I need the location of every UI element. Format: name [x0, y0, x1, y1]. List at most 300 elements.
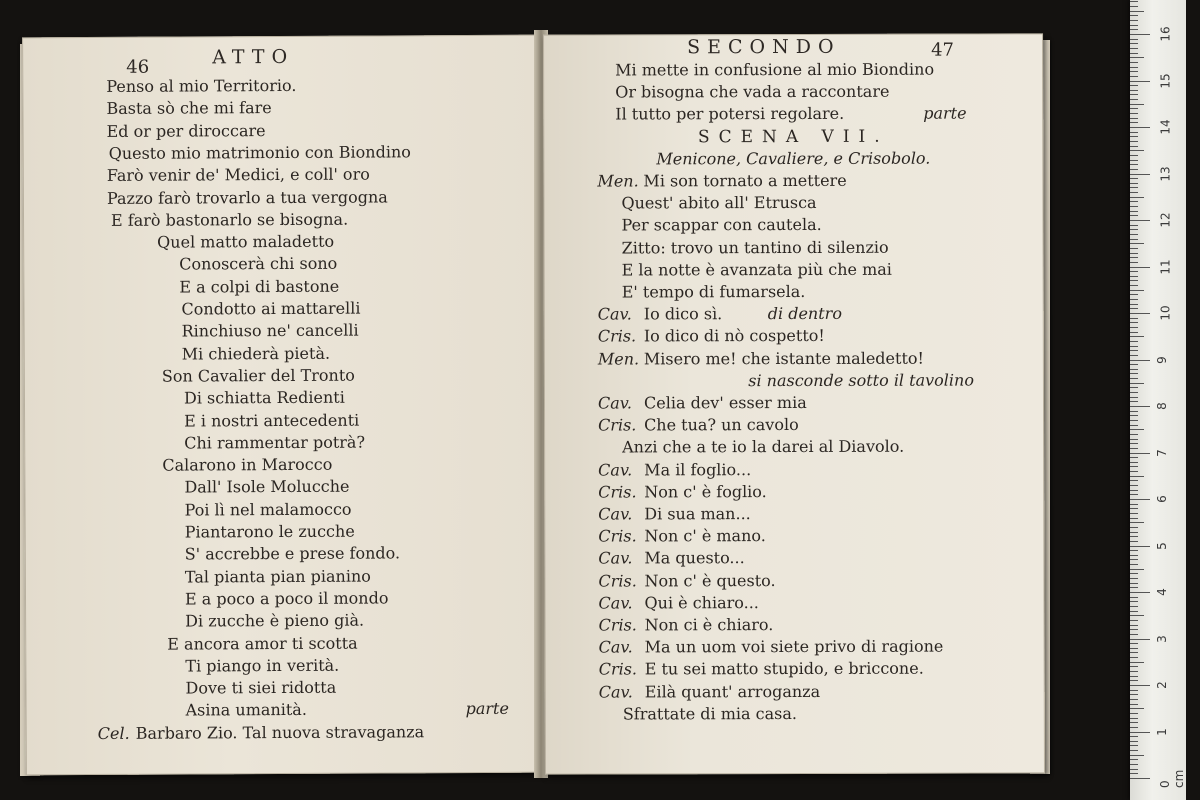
- verse-text: Pazzo farò trovarlo a tua vergogna: [106, 186, 388, 208]
- ruler-tick: [1130, 43, 1138, 44]
- ruler-tick: [1130, 1, 1138, 2]
- verse-text: Non c' è questo.: [644, 570, 776, 590]
- ruler-number: 1: [1154, 727, 1169, 736]
- ruler-tick: [1130, 197, 1144, 198]
- ruler-tick: [1130, 332, 1138, 333]
- ruler-tick: [1130, 225, 1138, 226]
- ruler-tick: [1130, 443, 1138, 444]
- ruler-tick: [1130, 546, 1150, 547]
- scene-heading: SCENA VII.: [697, 126, 889, 147]
- ruler-tick: [1130, 406, 1150, 407]
- verse-text: Celia dev' esser mia: [643, 392, 807, 413]
- ruler-tick: [1130, 81, 1150, 82]
- verse-text: Dove ti siei ridotta: [185, 677, 337, 698]
- text-line: [598, 504, 751, 524]
- text-line: [597, 304, 842, 324]
- ruler-tick: [1130, 690, 1138, 691]
- ruler-tick: [1130, 620, 1138, 621]
- ruler-tick: [1130, 127, 1150, 128]
- verse-text: Ti piango in verità.: [185, 655, 340, 676]
- ruler-tick: [1130, 29, 1138, 30]
- text-line: [185, 588, 389, 609]
- ruler-tick: [1130, 85, 1138, 86]
- text-line: [185, 566, 371, 587]
- ruler-number: 4: [1154, 588, 1169, 596]
- ruler-tick: [1130, 94, 1138, 95]
- text-line: [185, 611, 364, 632]
- ruler-tick: [1130, 6, 1138, 7]
- ruler-tick: [1130, 201, 1138, 202]
- ruler-tick: [1130, 15, 1138, 16]
- text-line: [615, 82, 889, 103]
- ruler-tick: [1130, 722, 1138, 723]
- text-line: [184, 410, 359, 431]
- text-line: [598, 571, 775, 591]
- text-line: [185, 699, 509, 721]
- ruler-number: 6: [1154, 495, 1169, 503]
- ruler-tick: [1130, 439, 1138, 440]
- ruler-tick: [1130, 25, 1138, 26]
- text-line: [184, 388, 345, 409]
- verse-text: Non c' è foglio.: [644, 481, 767, 502]
- ruler-tick: [1130, 387, 1138, 388]
- verse-text: Di zucche è pieno già.: [185, 610, 365, 631]
- ruler-tick: [1130, 229, 1138, 230]
- verse-text: Ma il foglio...: [644, 459, 752, 479]
- verse-text: Questo mio matrimonio con Biondino: [108, 142, 411, 163]
- ruler-tick: [1130, 671, 1138, 672]
- verse-text: E la notte è avanzata più che mai: [621, 259, 892, 280]
- ruler-tick: [1130, 480, 1138, 481]
- verse-text: Non ci è chiaro.: [644, 615, 774, 635]
- ruler-tick: [1130, 257, 1138, 258]
- ruler-tick: [1130, 666, 1138, 667]
- verse-text: E a colpi di bastone: [179, 276, 340, 297]
- verse-text: Tal pianta pian pianino: [184, 566, 371, 587]
- verse-text: Rinchiuso ne' cancelli: [181, 320, 359, 341]
- speaker-label: Cris.: [597, 326, 637, 346]
- ruler-tick: [1130, 466, 1138, 467]
- text-line: [615, 60, 934, 81]
- measuring-ruler: [1130, 0, 1186, 800]
- text-line: [184, 432, 365, 453]
- ruler-tick: [1130, 243, 1144, 244]
- ruler-tick: [1130, 285, 1138, 286]
- right-page: [543, 33, 1045, 774]
- speaker-label: Cris.: [598, 571, 637, 591]
- text-line: [109, 142, 411, 164]
- ruler-tick: [1130, 187, 1138, 188]
- ruler-tick: [1130, 550, 1138, 551]
- ruler-tick: [1130, 727, 1138, 728]
- ruler-tick: [1130, 355, 1138, 356]
- ruler-tick: [1130, 397, 1138, 398]
- ruler-tick: [1130, 336, 1144, 337]
- verse-text: Asina umanità.: [185, 700, 307, 720]
- verse-text: Chi rammentar potrà?: [184, 432, 366, 453]
- ruler-tick: [1130, 601, 1138, 602]
- speaker-label: Cel.: [97, 723, 130, 743]
- text-line: [185, 678, 336, 699]
- ruler-tick: [1130, 532, 1138, 533]
- verse-text: Quel matto maladetto: [157, 231, 335, 252]
- ruler-tick: [1130, 108, 1138, 109]
- ruler-number: 2: [1154, 681, 1169, 689]
- verse-text: Io dico di nò cospetto!: [643, 326, 825, 346]
- ruler-tick: [1130, 499, 1150, 500]
- ruler-tick: [1130, 160, 1138, 161]
- ruler-tick: [1130, 304, 1138, 305]
- verse-text: Barbaro Zio. Tal nuova stravaganza: [135, 721, 425, 743]
- verse-text: Per scappar con cautela.: [621, 215, 822, 235]
- verse-text: Ed or per diroccare: [106, 120, 266, 141]
- left-page: [22, 35, 542, 776]
- text-line: [111, 209, 348, 230]
- text-line: [615, 103, 967, 125]
- verse-text: Non c' è mano.: [644, 526, 766, 546]
- text-line: [622, 215, 822, 236]
- verse-text: Di sua man...: [644, 504, 751, 524]
- ruler-tick: [1130, 276, 1138, 277]
- stage-direction: si nasconde sotto il tavolino: [748, 370, 974, 390]
- ruler-tick: [1130, 155, 1138, 156]
- verse-text: E tu sei matto stupido, e briccone.: [644, 659, 924, 679]
- ruler-tick: [1130, 118, 1138, 119]
- ruler-tick: [1130, 527, 1138, 528]
- ruler-tick: [1130, 457, 1138, 458]
- ruler-number: 9: [1154, 355, 1169, 364]
- speaker-label: Cav.: [598, 682, 633, 702]
- speaker-label: Cris.: [598, 415, 637, 435]
- ruler-tick: [1130, 71, 1138, 72]
- ruler-tick: [1130, 759, 1138, 760]
- ruler-tick: [1130, 48, 1138, 49]
- ruler-tick: [1130, 350, 1138, 351]
- speaker-label: Cav.: [598, 637, 633, 657]
- verse-text: Or bisogna che vada a raccontare: [615, 81, 890, 102]
- text-line: [182, 321, 359, 342]
- ruler-tick: [1130, 662, 1144, 663]
- text-line: [98, 722, 424, 744]
- ruler-tick: [1130, 699, 1138, 700]
- page-number: 46: [126, 56, 150, 78]
- speaker-label: Cav.: [598, 504, 633, 524]
- ruler-tick: [1130, 415, 1138, 416]
- ruler-tick: [1130, 736, 1138, 737]
- ruler-tick: [1130, 569, 1144, 570]
- text-line: [598, 326, 825, 347]
- text-line: [598, 549, 744, 569]
- ruler-tick: [1130, 541, 1138, 542]
- ruler-tick: [1130, 113, 1138, 114]
- verse-text: Qui è chiaro...: [644, 592, 759, 613]
- speaker-label: Cav.: [598, 460, 633, 480]
- verse-text: Che tua? un cavolo: [644, 415, 799, 435]
- text-line: [599, 637, 944, 658]
- stage-direction: parte: [465, 699, 509, 719]
- ruler-tick: [1130, 364, 1138, 365]
- ruler-tick: [1130, 401, 1138, 402]
- ruler-tick: [1130, 67, 1138, 68]
- ruler-tick: [1130, 174, 1150, 175]
- verse-text: Mi son tornato a mettere: [643, 170, 847, 191]
- ruler-tick: [1130, 178, 1138, 179]
- ruler-tick: [1130, 583, 1138, 584]
- speaker-label: Cav.: [597, 304, 632, 324]
- stage-direction: di dentro: [767, 304, 842, 324]
- page-number: 47: [931, 39, 955, 61]
- ruler-tick: [1130, 122, 1138, 123]
- ruler-tick: [1130, 308, 1138, 309]
- ruler-tick: [1130, 448, 1138, 449]
- text-line: [598, 415, 799, 436]
- ruler-tick: [1130, 606, 1138, 607]
- verse-text: Piantarono le zucche: [184, 521, 355, 542]
- ruler-tick: [1130, 453, 1150, 454]
- ruler-tick: [1130, 220, 1150, 221]
- ruler-tick: [1130, 318, 1138, 319]
- ruler-tick: [1130, 234, 1138, 235]
- ruler-tick: [1130, 62, 1138, 63]
- text-line: [179, 276, 339, 297]
- ruler-tick: [1130, 462, 1138, 463]
- text-line: [182, 343, 330, 364]
- ruler-number: 7: [1154, 448, 1169, 457]
- verse-text: Sfrattate di mia casa.: [622, 703, 797, 724]
- ruler-tick: [1130, 146, 1138, 147]
- speaker-label: Cris.: [598, 482, 637, 502]
- text-line: [184, 499, 351, 520]
- ruler-tick: [1130, 778, 1150, 779]
- ruler-number: 8: [1154, 402, 1169, 410]
- ruler-tick: [1130, 476, 1144, 477]
- verse-text: S' accrebbe e prese fondo.: [184, 543, 401, 564]
- ruler-tick: [1130, 99, 1138, 100]
- ruler-tick: [1130, 271, 1138, 272]
- text-line: [185, 522, 355, 543]
- ruler-tick: [1130, 634, 1138, 635]
- speaker-label: Cav.: [598, 548, 633, 568]
- verse-text: Ma un uom voi siete privo di ragione: [644, 636, 944, 657]
- ruler-tick: [1130, 597, 1138, 598]
- ruler-tick: [1130, 420, 1138, 421]
- ruler-tick: [1130, 211, 1138, 212]
- ruler-tick: [1130, 639, 1150, 640]
- text-line: [106, 98, 271, 119]
- ruler-tick: [1130, 150, 1144, 151]
- speaker-label: Men.: [597, 171, 639, 191]
- ruler-tick: [1130, 559, 1138, 560]
- text-line: [597, 171, 846, 192]
- text-line: [167, 633, 357, 654]
- ruler-tick: [1130, 513, 1138, 514]
- ruler-tick: [1130, 183, 1138, 184]
- text-line: [179, 254, 337, 275]
- verse-text: Son Cavalier del Tronto: [161, 365, 355, 386]
- speaker-label: Cris.: [598, 526, 637, 546]
- ruler-tick: [1130, 392, 1138, 393]
- ruler-tick: [1130, 611, 1138, 612]
- ruler-tick: [1130, 327, 1138, 328]
- ruler-tick: [1130, 378, 1138, 379]
- verse-text: Dall' Isole Molucche: [184, 477, 350, 497]
- ruler-tick: [1130, 206, 1138, 207]
- text-line: [622, 260, 892, 281]
- text-line: [106, 76, 296, 97]
- ruler-tick: [1130, 773, 1138, 774]
- text-line: [185, 656, 339, 677]
- ruler-number: 10: [1158, 305, 1173, 321]
- ruler-tick: [1130, 648, 1138, 649]
- ruler-tick: [1130, 299, 1138, 300]
- speaker-label: Cris.: [598, 615, 637, 635]
- ruler-tick: [1130, 215, 1138, 216]
- speaker-label: Men.: [597, 348, 640, 369]
- text-line: [185, 544, 400, 565]
- ruler-tick: [1130, 360, 1150, 361]
- ruler-tick: [1130, 708, 1144, 709]
- text-line: [107, 187, 388, 208]
- ruler-tick: [1130, 429, 1144, 430]
- ruler-tick: [1130, 643, 1138, 644]
- ruler-tick: [1130, 253, 1138, 254]
- ruler-tick: [1130, 290, 1144, 291]
- running-head: ATTO: [212, 45, 295, 69]
- verse-text: E a poco a poco il mondo: [184, 588, 389, 609]
- ruler-tick: [1130, 39, 1138, 40]
- ruler-tick: [1130, 57, 1144, 58]
- ruler-number: 12: [1158, 212, 1173, 228]
- ruler-tick: [1130, 676, 1138, 677]
- ruler-tick: [1130, 536, 1138, 537]
- ruler-tick: [1130, 411, 1138, 412]
- ruler-number: 16: [1158, 26, 1173, 42]
- running-head: SECONDO: [687, 35, 841, 59]
- ruler-tick: [1130, 718, 1138, 719]
- ruler-tick: [1130, 11, 1144, 12]
- ruler-tick: [1130, 522, 1144, 523]
- verse-text: Misero me! che istante maledetto!: [643, 348, 924, 368]
- verse-text: Io dico sì.: [643, 304, 723, 324]
- ruler-tick: [1130, 248, 1138, 249]
- ruler-tick: [1130, 629, 1138, 630]
- ruler-tick: [1130, 262, 1138, 263]
- stage-direction: parte: [923, 103, 967, 124]
- verse-text: Di schiatta Redienti: [183, 387, 345, 408]
- verse-text: E farò bastonarlo se bisogna.: [110, 209, 349, 230]
- verse-text: E i nostri antecedenti: [184, 410, 360, 431]
- speaker-label: Cav.: [598, 593, 633, 613]
- ruler-tick: [1130, 713, 1138, 714]
- ruler-tick: [1130, 280, 1138, 281]
- ruler-tick: [1130, 471, 1138, 472]
- ruler-tick: [1130, 625, 1138, 626]
- text-line: [598, 460, 751, 480]
- ruler-tick: [1130, 267, 1150, 268]
- ruler-tick: [1130, 34, 1150, 35]
- ruler-tick: [1130, 694, 1138, 695]
- text-line: [598, 482, 767, 502]
- ruler-tick: [1130, 239, 1138, 240]
- verse-text: Quest' abito all' Etrusca: [621, 193, 817, 213]
- text-line: [181, 299, 360, 320]
- verse-text: Basta sò che mi fare: [106, 98, 272, 119]
- ruler-tick: [1130, 132, 1138, 133]
- ruler-tick: [1130, 490, 1138, 491]
- text-line: [621, 193, 816, 214]
- text-line: [184, 477, 349, 498]
- ruler-tick: [1130, 425, 1138, 426]
- text-line: [598, 348, 924, 369]
- ruler-tick: [1130, 90, 1138, 91]
- text-line: [162, 366, 355, 387]
- ruler-tick: [1130, 169, 1138, 170]
- ruler-tick: [1130, 573, 1138, 574]
- text-line: [157, 232, 334, 253]
- verse-text: Eilà quant' arroganza: [644, 681, 821, 701]
- ruler-tick: [1130, 518, 1138, 519]
- ruler-tick: [1130, 53, 1138, 54]
- text-line: [107, 121, 266, 142]
- verse-text: Mi mette in confusione al mio Biondino: [615, 59, 935, 80]
- ruler-tick: [1130, 745, 1138, 746]
- ruler-tick: [1130, 741, 1138, 742]
- ruler-tick: [1130, 494, 1138, 495]
- ruler-tick: [1130, 704, 1138, 705]
- text-line: [599, 682, 820, 703]
- ruler-tick: [1130, 755, 1144, 756]
- text-line: [598, 526, 766, 546]
- ruler-tick: [1130, 555, 1138, 556]
- ruler-tick: [1130, 680, 1138, 681]
- text-line: [598, 593, 758, 613]
- ruler-tick: [1130, 104, 1144, 105]
- ruler-tick: [1130, 192, 1138, 193]
- ruler-tick: [1130, 769, 1138, 770]
- ruler-tick: [1130, 652, 1138, 653]
- ruler-tick: [1130, 383, 1144, 384]
- text-line: [622, 282, 806, 302]
- ruler-unit-label: 0 cm: [1158, 769, 1186, 788]
- ruler-tick: [1130, 141, 1138, 142]
- verse-text: Condotto ai mattarelli: [181, 298, 361, 319]
- verse-text: Ma questo...: [644, 548, 745, 568]
- verse-text: Mi chiederà pietà.: [181, 343, 331, 364]
- ruler-tick: [1130, 504, 1138, 505]
- ruler-tick: [1130, 346, 1138, 347]
- ruler-number: 14: [1158, 119, 1173, 135]
- ruler-tick: [1130, 136, 1138, 137]
- verse-text: Conoscerà chi sono: [179, 254, 338, 274]
- verse-text: Calarono in Marocco: [162, 454, 333, 475]
- ruler-tick: [1130, 369, 1138, 370]
- ruler-tick: [1130, 615, 1144, 616]
- ruler-tick: [1130, 164, 1138, 165]
- text-line: [598, 393, 807, 414]
- ruler-number: 5: [1154, 541, 1169, 550]
- ruler-tick: [1130, 294, 1138, 295]
- text-line: [599, 615, 774, 635]
- verse-text: Anzi che a te io la darei al Diavolo.: [622, 437, 905, 457]
- text-line: [622, 237, 889, 258]
- ruler-tick: [1130, 20, 1138, 21]
- ruler-tick: [1130, 750, 1138, 751]
- speaker-label: Cris.: [598, 659, 638, 679]
- characters-list: Menicone, Cavaliere, e Crisobolo.: [656, 148, 931, 169]
- text-line: [107, 165, 370, 186]
- verse-text: Poi lì nel malamocco: [184, 499, 352, 520]
- ruler-tick: [1130, 592, 1150, 593]
